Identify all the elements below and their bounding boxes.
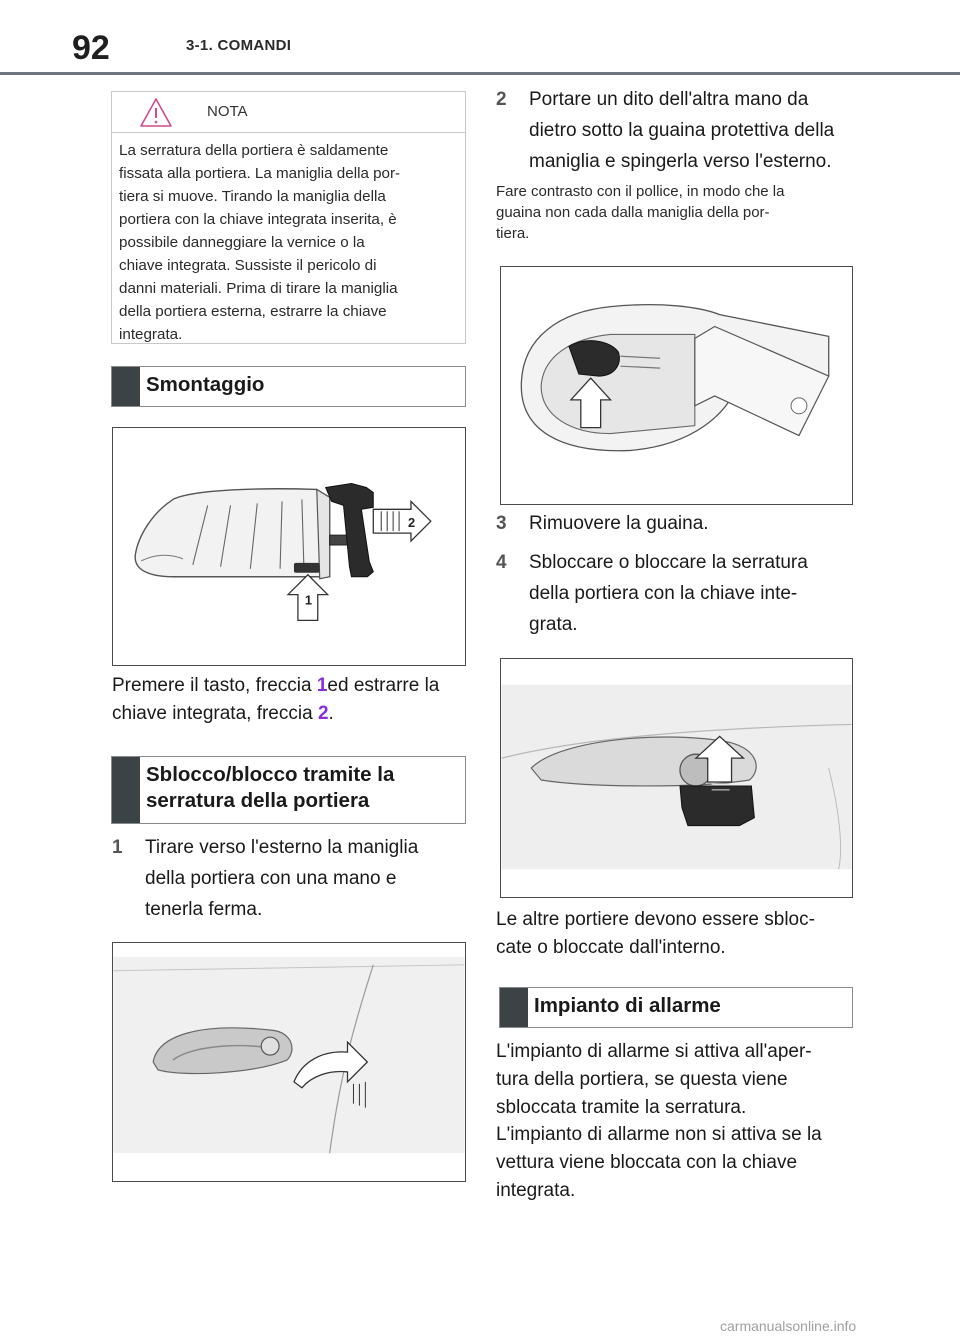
section-heading-sblocco (111, 756, 466, 824)
footer-watermark-url[interactable]: carmanualsonline.info (720, 1318, 857, 1334)
section-heading-allarme (499, 987, 853, 1028)
step-line: maniglia e spingerla verso l'esterno. (529, 151, 832, 172)
step-line: Portare un dito dell'altra mano da (529, 89, 809, 110)
step-line: della portiera con una mano e (145, 868, 397, 889)
section-title: Smontaggio (146, 373, 265, 396)
figure-key-in-lock (500, 658, 853, 898)
header-rule (0, 72, 960, 75)
note-line: guaina non cada dalla maniglia della por- (496, 204, 770, 221)
paragraph-line: L'impianto di allarme si attiva all'aper- (496, 1041, 812, 1062)
note-title: NOTA (207, 103, 248, 120)
alarm-paragraph-1 (496, 1038, 866, 1122)
key-illustration (113, 428, 465, 665)
step-1 (112, 832, 468, 927)
step-line: grata. (529, 614, 578, 635)
text-run: chiave integrata, freccia (112, 703, 318, 724)
chapter-title: 3-1. COMANDI (186, 37, 292, 54)
step-number: 3 (496, 513, 507, 534)
figure-key-removal (112, 427, 466, 666)
figure-label-1: 1 (304, 592, 313, 608)
figure-label-2: 2 (407, 515, 416, 531)
text-run: ed estrarre la (327, 675, 440, 696)
note-line: della portiera esterna, estrarre la chiave (119, 303, 387, 320)
section-title-line: Sblocco/blocco tramite la (146, 763, 395, 786)
section-bar (500, 988, 528, 1027)
step-text (529, 547, 808, 640)
paragraph-line: vettura viene bloccata con la chiave (496, 1152, 798, 1173)
step-number: 1 (112, 837, 123, 858)
arrow-ref-2: 2 (317, 703, 329, 724)
step-line: tenerla ferma. (145, 899, 263, 920)
figure-cover-removal (500, 266, 853, 505)
paragraph-line: integrata. (496, 1180, 576, 1201)
paragraph-line: tura della portiera, se questa viene (496, 1069, 788, 1090)
step-4 (496, 547, 866, 642)
alarm-paragraph-2 (496, 1121, 866, 1205)
note-line: danni materiali. Prima di tirare la maniglia (119, 280, 398, 297)
step-line: dietro sotto la guaina protettiva della (529, 120, 835, 141)
text-run: . (328, 703, 334, 724)
cover-illustration (501, 267, 852, 504)
section-title (140, 757, 394, 823)
lock-illustration (501, 659, 852, 897)
step-text (529, 508, 709, 539)
note-header (112, 92, 465, 133)
paragraph-line: cate o bloccate dall'interno. (496, 937, 726, 958)
step-line: Tirare verso l'esterno la maniglia (145, 837, 419, 858)
section-heading-smontaggio (111, 366, 466, 407)
step-3 (496, 508, 866, 540)
door-handle-illustration (113, 943, 465, 1181)
step-line: della portiera con la chiave inte- (529, 583, 798, 604)
step-number: 2 (496, 89, 507, 110)
note-line: possibile danneggiare la vernice o la (119, 234, 365, 251)
note-line: Fare contrasto con il pollice, in modo che la (496, 183, 785, 200)
note-line: tiera si muove. Tirando la maniglia della (119, 188, 386, 205)
step-line: Rimuovere la guaina. (529, 513, 709, 534)
text-run: Premere il tasto, freccia (112, 675, 317, 696)
note-line: tiera. (496, 225, 530, 242)
note-line: chiave integrata. Sussiste il pericolo di (119, 257, 377, 274)
paragraph-line: sbloccata tramite la serratura. (496, 1097, 747, 1118)
step-2-note (496, 181, 856, 244)
figure-door-handle-pull (112, 942, 466, 1182)
section-title: Impianto di allarme (534, 994, 721, 1017)
section-title-line: serratura della portiera (146, 789, 370, 812)
page-number: 92 (72, 29, 110, 67)
warning-triangle-icon (138, 96, 174, 130)
step-text (529, 84, 834, 177)
section-bar (112, 367, 140, 406)
note-line: La serratura della portiera è saldamente (119, 142, 389, 159)
page-header (0, 0, 960, 74)
note-box (111, 91, 466, 344)
step-text (145, 832, 418, 925)
smontaggio-paragraph (112, 672, 468, 728)
paragraph-line: L'impianto di allarme non si attiva se la (496, 1124, 822, 1145)
note-body (112, 133, 465, 346)
note-line: fissata alla portiera. La maniglia della por- (119, 165, 401, 182)
note-line: integrata. (119, 326, 183, 343)
other-doors-paragraph (496, 906, 866, 962)
step-2 (496, 84, 866, 179)
step-number: 4 (496, 552, 507, 573)
arrow-ref-1: 1 (316, 675, 328, 696)
note-line: portiera con la chiave integrata inserita, è (119, 211, 397, 228)
step-line: Sbloccare o bloccare la serratura (529, 552, 808, 573)
section-bar (112, 757, 140, 823)
paragraph-line: Le altre portiere devono essere sbloc- (496, 909, 815, 930)
